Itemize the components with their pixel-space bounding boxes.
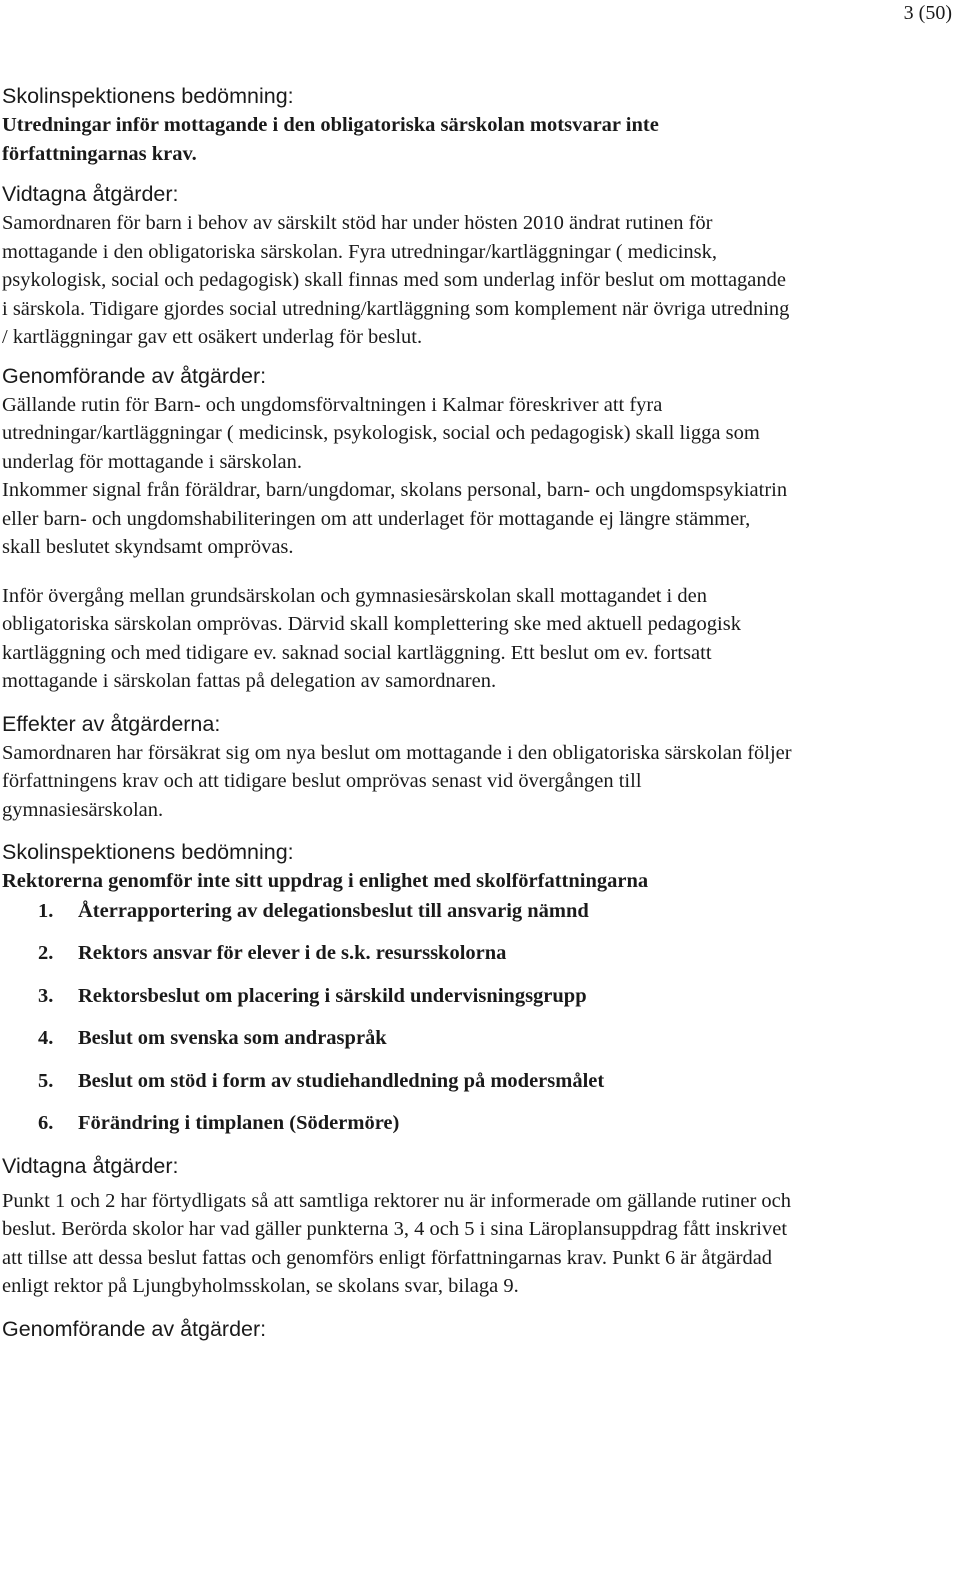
section-heading: Skolinspektionens bedömning: xyxy=(2,84,294,108)
list-item: 3. Rektorsbeslut om placering i särskild undervisningsgrupp xyxy=(38,984,587,1007)
section-heading: Skolinspektionens bedömning: xyxy=(2,840,294,864)
section-heading: Genomförande av åtgärder: xyxy=(2,1316,267,1341)
section-heading: Effekter av åtgärderna: xyxy=(2,711,221,736)
paragraph: Samordnaren har försäkrat sig om nya beslut om mottagande i den obligatoriska särskolan följer författningens krav och att tidigare beslut omprövas senast vid övergången till gymnasiesärskolan. xyxy=(2,741,792,821)
section-heading: Genomförande av åtgärder: xyxy=(2,363,267,388)
section-heading: Vidtagna åtgärder: xyxy=(2,182,179,206)
issue-list xyxy=(2,897,792,1139)
assessment-text: Utredningar inför mottagande i den obligatoriska särskolan motsvarar inte författningarnas krav. xyxy=(2,114,659,165)
section-heading: Vidtagna åtgärder: xyxy=(2,1153,179,1178)
paragraph: Samordnaren för barn i behov av särskilt stöd har under hösten 2010 ändrat rutinen för mottagande i den obligatoriska särskolan. Fyra utredningar/kartläggningar ( medicinsk, psykologisk, social och pedagogisk) skall finnas med som underlag inför beslut om mottagande i särskola. Tidigare gjordes social utredning/kartläggning som komplement när övriga utredning / kartläggningar gav ett osäkert underlag för beslut. xyxy=(2,212,790,348)
paragraph: Inkommer signal från föräldrar, barn/ungdomar, skolans personal, barn- och ungdomspsykiatrin eller barn- och ungdomshabiliteringen om att underlaget för mottagande ej längre stämmer, skall beslutet skyndsamt omprövas. xyxy=(2,479,788,558)
paragraph: Gällande rutin för Barn- och ungdomsförvaltningen i Kalmar föreskriver att fyra utredningar/kartläggningar ( medicinsk, psykologisk, social och pedagogisk) skall ligga som underlag för mottagande i särskolan. xyxy=(2,393,760,473)
assessment-text: Rektorerna genomför inte sitt uppdrag i enlighet med skolförfattningarna xyxy=(2,870,649,892)
document-body xyxy=(2,82,792,1344)
paragraph: Inför övergång mellan grundsärskolan och gymnasiesärskolan skall mottagandet i den obligatoriska särskolan omprövas. Därvid skall komplettering ske med aktuell pedagogisk kartläggning och med tidigare ev. saknad social kartläggning. Ett beslut om ev. fortsatt mottagande i särskolan fattas på delegation av samordnaren. xyxy=(2,584,741,692)
list-item: 2. Rektors ansvar för elever i de s.k. resursskolorna xyxy=(38,942,507,964)
page-number: 3 (50) xyxy=(903,2,952,24)
list-item: 6. Förändring i timplanen (Södermöre) xyxy=(38,1112,400,1134)
list-item: 1. Återrapportering av delegationsbeslut till ansvarig nämnd xyxy=(38,899,589,922)
list-item: 4. Beslut om svenska som andraspråk xyxy=(38,1027,387,1049)
paragraph: Punkt 1 och 2 har förtydligats så att samtliga rektorer nu är informerade om gällande rutiner och beslut. Berörda skolor har vad gäller punkterna 3, 4 och 5 i sina Läroplansuppdrag fått inskrivet att tillse att dessa beslut fattas och genomförs enligt författningarnas krav. Punkt 6 är åtgärdad enligt rektor på Ljungbyholmsskolan, se skolans svar, bilaga 9. xyxy=(2,1189,791,1297)
list-item: 5. Beslut om stöd i form av studiehandledning på modersmålet xyxy=(38,1069,605,1092)
